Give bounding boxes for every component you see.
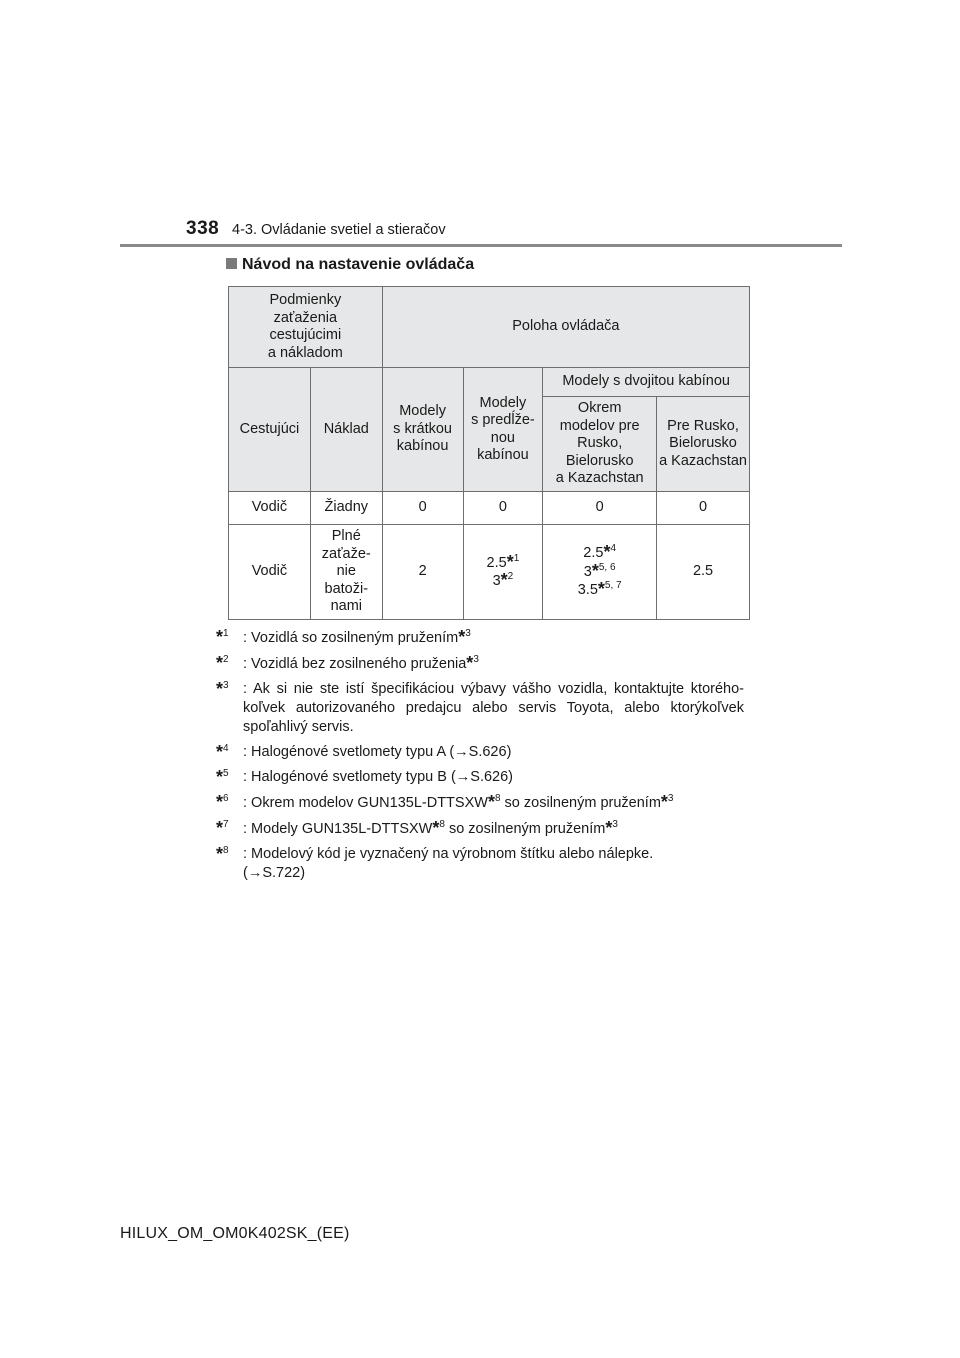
short-cab-header: Modely s krátkou kabínou	[382, 368, 463, 492]
asterisk-icon: *	[506, 551, 514, 572]
header-rule	[120, 244, 842, 247]
cell-double-except: 0	[543, 492, 657, 525]
load-conditions-header: Podmienky zaťaženia cestujúcimi a nákladom	[229, 287, 383, 368]
value-text: 3	[583, 563, 592, 580]
heading-text: Návod na nastavenie ovládača	[242, 256, 475, 273]
adjustment-table	[228, 286, 750, 620]
bullet-square-icon	[226, 258, 237, 269]
asterisk-icon: *	[216, 767, 224, 787]
table-row	[229, 492, 750, 525]
footnote: *$^1$ : Vozidlá so zosilneným pružením*$^3$	[216, 627, 471, 647]
cell-double-except	[543, 525, 657, 620]
footnote-ref: 4	[610, 543, 617, 555]
footnote-marker: *$^2$	[216, 653, 229, 673]
asterisk-icon: *	[597, 579, 605, 600]
cell-extended: 0	[463, 492, 543, 525]
asterisk-icon: *	[605, 818, 613, 838]
asterisk-icon: *	[216, 653, 224, 673]
asterisk-icon: *	[458, 627, 466, 647]
lever-position-header: Poloha ovládača	[382, 287, 749, 368]
page-number: 338	[186, 218, 220, 239]
value-text: 3	[492, 573, 501, 589]
footnote-marker: *$^6$	[216, 792, 229, 812]
extended-cab-header: Modely s predĺže- nou kabínou	[463, 368, 543, 492]
footnote-marker: *$^1$	[216, 627, 229, 647]
double-cab-header: Modely s dvojitou kabínou	[543, 368, 750, 397]
asterisk-icon: *	[216, 627, 224, 647]
cell-extended	[463, 525, 543, 620]
cell-short: 2	[382, 525, 463, 620]
footnote-ref: 5, 6	[598, 561, 616, 573]
asterisk-icon: *	[466, 653, 474, 673]
footnote-ref: 5, 7	[604, 580, 622, 592]
footnote-marker: *$^3$	[216, 679, 229, 699]
cell-cargo: Plné zaťaže- nie batoži- nami	[310, 525, 382, 620]
value-text: 3.5	[577, 582, 598, 599]
value-text: 2.5	[486, 554, 507, 571]
section-title: 4-3. Ovládanie svetiel a stieračov	[232, 222, 446, 238]
passenger-header: Cestujúci	[229, 368, 311, 492]
footnote: *$^5$ : Halogénové svetlomety typu B (→S.626)	[216, 767, 513, 787]
cell-double-ru: 2.5	[657, 525, 750, 620]
footnote-marker: *$^4$	[216, 742, 229, 762]
cell-short: 0	[382, 492, 463, 525]
cell-double-ru: 0	[657, 492, 750, 525]
footnote-ref: 1	[513, 552, 520, 564]
table-header-row	[229, 287, 750, 368]
footnote-marker: *$^5$	[216, 767, 229, 787]
asterisk-icon: *	[216, 742, 224, 762]
footnote-marker: *$^7$	[216, 818, 229, 838]
asterisk-icon: *	[591, 560, 599, 581]
footnote: *$^7$ : Modely GUN135L-DTTSXW*$^8$ so zosilneným pružením*$^3$	[216, 818, 618, 838]
footnote-ref: 2	[507, 571, 514, 582]
double-cab-ru-header: Pre Rusko, Bielorusko a Kazachstan	[657, 397, 750, 492]
cell-passenger: Vodič	[229, 525, 311, 620]
footnote: *$^2$ : Vozidlá bez zosilneného pruženia*$^3$	[216, 653, 479, 673]
footnote-marker: *$^8$	[216, 844, 229, 864]
asterisk-icon: *	[216, 844, 224, 864]
table-row	[229, 525, 750, 620]
footnote: *$^8$ : Modelový kód je vyznačený na výrobnom štítku alebo nálepke. (→S.722)	[216, 844, 654, 881]
footnote: *$^3$ : Ak si nie ste istí špecifikáciou výbavy vášho vozidla, kontaktujte ktorého-koľvek autorizovaného predajcu alebo servis Toyota, alebo ktorýkoľvek spoľahlivý servis.	[216, 679, 744, 735]
document-code: HILUX_OM_OM0K402SK_(EE)	[120, 1225, 350, 1242]
footnotes	[216, 628, 744, 889]
asterisk-icon: *	[216, 792, 224, 812]
footnote: *$^4$ : Halogénové svetlomety typu A (→S.626)	[216, 742, 512, 762]
value-text: 2.5	[583, 545, 604, 562]
asterisk-icon: *	[432, 818, 440, 838]
asterisk-icon: *	[500, 570, 508, 590]
cell-cargo: Žiadny	[310, 492, 382, 525]
asterisk-icon: *	[660, 792, 668, 812]
section-heading	[226, 256, 474, 274]
footnote: *$^6$ : Okrem modelov GUN135L-DTTSXW*$^8$ so zosilneným pružením*$^3$	[216, 792, 674, 812]
table-header-row	[229, 368, 750, 397]
asterisk-icon: *	[603, 542, 611, 563]
cell-passenger: Vodič	[229, 492, 311, 525]
cargo-header: Náklad	[310, 368, 382, 492]
double-cab-except-ru-header: Okrem modelov pre Rusko, Bielorusko a Kazachstan	[543, 397, 657, 492]
asterisk-icon: *	[216, 818, 224, 838]
asterisk-icon: *	[216, 679, 224, 699]
asterisk-icon: *	[487, 792, 495, 812]
